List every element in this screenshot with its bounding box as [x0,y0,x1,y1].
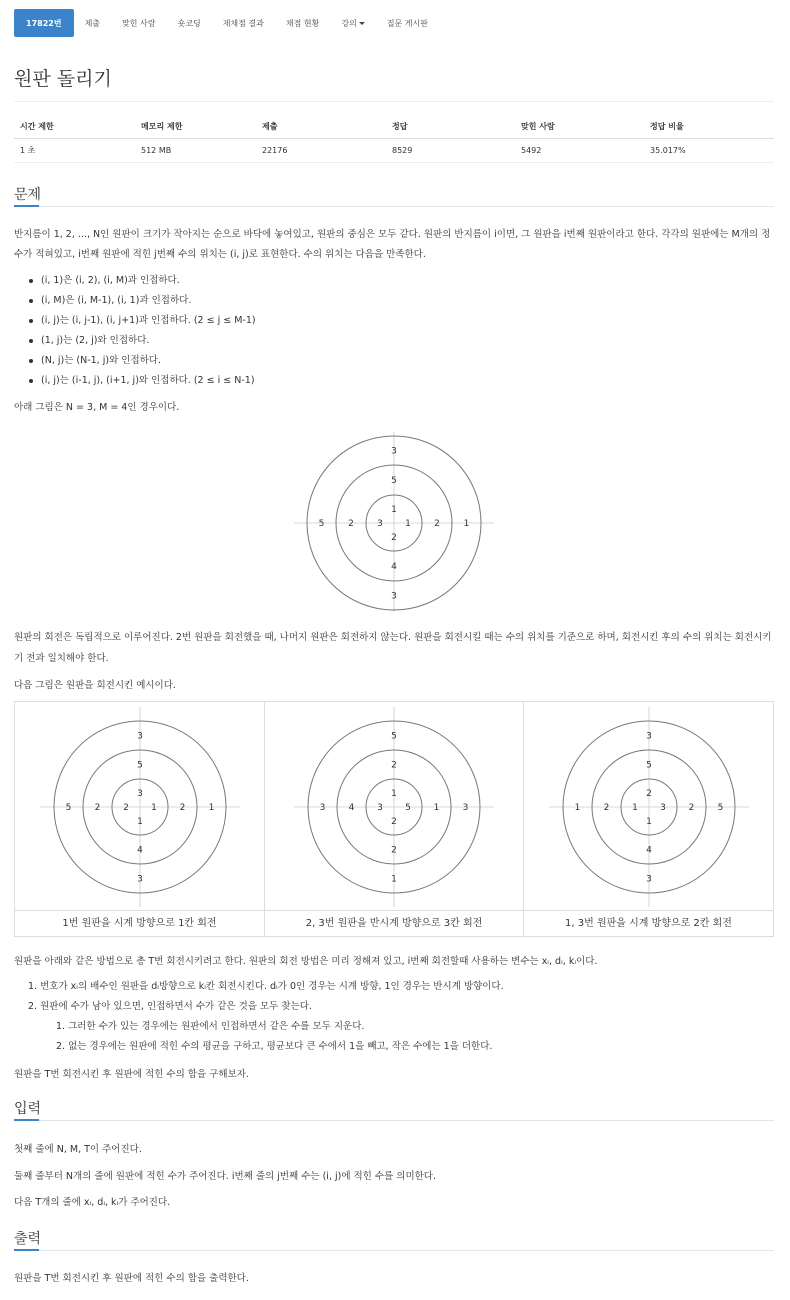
disk-3-right-number: 5 [717,803,724,813]
header-memory-limit: 메모리 제한 [135,116,256,138]
disk-3-bottom-number: 1 [391,874,397,885]
section-problem-divider [14,206,774,207]
caret-down-icon [359,22,365,25]
list-item: (i, j)는 (i, j-1), (i, j+1)과 인접하다. (2 ≤ j ≤ M-1) [27,311,256,331]
rotation-text-line-1: 원판의 회전은 독립적으로 이루어진다. 2번 원판을 회전했을 때, 나머지 원판은 회전하지 않는다. 원판을 회전시킬 때는 수의 위치를 기준으로 하며, 회전시킨 후의 수의 위치는 회전시키 [14,632,772,643]
disk-2-right-number: 1 [433,803,440,813]
example-disk-figure-3 [524,702,773,910]
tab-short-coding[interactable]: 숏코딩 [177,18,201,28]
example-caption-3: 1, 3번 원판을 시계 방향으로 2칸 회전 [524,910,773,936]
input-line-1: 첫째 줄에 N, M, T이 주어진다. [14,1144,142,1155]
list-item: 1. 그러한 수가 있는 경우에는 원판에서 인접하면서 같은 수를 모두 지운다. [56,1021,365,1032]
tab-solved-users[interactable]: 맞힌 사람 [122,18,156,28]
disk-2-bottom-number: 2 [391,845,397,856]
section-input-divider [14,1120,774,1121]
description-line-1: 반지름이 1, 2, ..., N인 원판이 크기가 작아지는 순으로 바닥에 놓여있고, 원판의 중심은 모두 같다. 원판의 반지름이 i이면, 그 원판을 i번째 원판이라고 한다. 각각의 원판에는 M개의 정 [14,229,771,240]
disk-2-bottom-number: 4 [646,845,652,856]
disk-1-top-number: 2 [646,789,652,799]
rotation-text-line-2: 기 전과 일치해야 한다. [14,653,109,664]
rotation-steps-list [28,977,504,1057]
list-item: 2. 원판에 수가 남아 있으면, 인접하면서 수가 같은 것을 모두 찾는다. [28,1001,312,1012]
disk-1-bottom-number: 2 [391,533,397,543]
value-time-limit: 1 초 [14,138,135,162]
goal-text: 원판을 T번 회전시킨 후 원판에 적힌 수의 합을 구해보자. [14,1069,249,1080]
disk-3-bottom-number: 3 [391,591,397,602]
tab-lectures-label: 강의 [341,18,357,28]
description-line-2: 수가 적혀있고, i번째 원판에 적힌 j번째 수의 위치는 (i, j)로 표현한다. 수의 위치는 다음을 만족한다. [14,249,426,260]
example-panel-3 [523,701,774,937]
problem-nav [14,9,439,37]
disk-2-bottom-number: 4 [391,562,397,572]
header-submissions: 제출 [256,116,386,138]
section-problem-underline [14,205,39,207]
disk-3-left-number: 3 [319,803,326,813]
input-line-3: 다음 T개의 줄에 xᵢ, dᵢ, kᵢ가 주어진다. [14,1197,171,1208]
tab-qna-board[interactable]: 질문 게시판 [386,18,428,28]
disk-1-left-number: 3 [377,803,383,813]
output-line-1: 원판을 T번 회전시킨 후 원판에 적힌 수의 합을 출력한다. [14,1273,249,1284]
example-disk-figure-2 [265,702,523,910]
disk-1-right-number: 1 [151,803,157,813]
rotation-method-text: 원판을 아래와 같은 방법으로 총 T번 회전시키려고 한다. 원판의 회전 방법은 미리 정해져 있고, i번째 회전할때 사용하는 변수는 xᵢ, dᵢ, kᵢ이다. [14,956,598,967]
disk-1-left-number: 1 [632,803,638,813]
list-item: (i, j)는 (i-1, j), (i+1, j)와 인접하다. (2 ≤ i ≤ N-1) [27,371,256,391]
disk-2-top-number: 5 [137,760,143,771]
value-accept-ratio: 35.017% [644,138,774,162]
disk-3-top-number: 3 [391,446,397,457]
disk-2-left-number: 2 [603,803,610,813]
list-item: (1, j)는 (2, j)와 인접하다. [27,331,256,351]
disk-2-left-number: 4 [348,803,355,813]
value-accepted: 8529 [386,138,515,162]
disk-3-bottom-number: 3 [646,874,652,885]
example-caption-1: 1번 원판을 시계 방향으로 1칸 회전 [15,910,264,936]
disk-1-top-number: 1 [391,505,397,515]
section-problem-heading: 문제 [14,187,42,203]
tab-judge-status[interactable]: 채점 현황 [285,18,320,28]
disk-1-top-number: 3 [137,789,143,799]
section-input-heading: 입력 [14,1101,42,1117]
disk-3-top-number: 3 [646,731,652,742]
list-item: (N, j)는 (N-1, j)와 인접하다. [27,351,256,371]
disk-2-left-number: 2 [348,519,354,529]
list-item: (i, 1)은 (i, 2), (i, M)과 인접하다. [27,271,256,291]
section-input-underline [14,1119,39,1121]
input-line-2: 둘째 줄부터 N개의 줄에 원판에 적힌 수가 주어진다. i번째 줄의 j번째 수는 (i, j)에 적힌 수를 의미한다. [14,1171,437,1182]
figure-intro-text: 아래 그림은 N = 3, M = 4인 경우이다. [14,402,180,413]
disk-3-left-number: 5 [318,519,325,529]
disk-1-right-number: 3 [660,803,666,813]
title-divider [14,101,774,102]
list-item: 2. 없는 경우에는 원판에 적힌 수의 평균을 구하고, 평균보다 큰 수에서 1을 빼고, 작은 수에는 1을 더한다. [56,1041,493,1052]
disk-2-right-number: 2 [434,519,440,529]
header-time-limit: 시간 제한 [14,116,135,138]
value-memory-limit: 512 MB [135,138,256,162]
tab-submit[interactable]: 제출 [84,18,101,28]
disk-3-right-number: 1 [463,519,470,529]
list-item: (i, M)은 (i, M-1), (i, 1)과 인접하다. [27,291,256,311]
section-output-divider [14,1250,774,1251]
tab-problem-number[interactable]: 17822번 [14,9,74,37]
disk-2-top-number: 5 [646,760,652,771]
example-intro-text: 다음 그림은 원판을 회전시킨 예시이다. [14,680,176,691]
disk-3-top-number: 5 [391,731,397,742]
problem-info-table [14,116,774,163]
info-header-row [14,116,774,138]
tab-rejudge-results[interactable]: 재채점 결과 [222,18,264,28]
disk-3-left-number: 5 [65,803,72,813]
disk-2-right-number: 2 [179,803,186,813]
disk-1-right-number: 1 [405,519,411,529]
disk-1-bottom-number: 1 [646,817,652,827]
info-value-row [14,138,774,162]
example-panel-2 [264,701,524,937]
main-disk-figure [294,432,494,612]
disk-1-right-number: 5 [405,803,411,813]
disk-1-left-number: 2 [123,803,129,813]
disk-2-top-number: 5 [391,476,397,486]
section-output-underline [14,1249,39,1251]
header-accept-ratio: 정답 비율 [644,116,774,138]
disk-2-right-number: 2 [688,803,695,813]
section-output-heading: 출력 [14,1231,42,1247]
value-solved-users: 5492 [515,138,644,162]
disk-3-bottom-number: 3 [137,874,143,885]
disk-3-left-number: 1 [574,803,581,813]
page-title: 원판 돌리기 [14,68,112,90]
disk-3-right-number: 1 [208,803,215,813]
disk-1-bottom-number: 1 [137,817,143,827]
value-submissions: 22176 [256,138,386,162]
adjacency-rules-list [27,271,256,391]
disk-3-top-number: 3 [137,731,143,742]
tab-lectures[interactable] [330,9,375,37]
example-caption-2: 2, 3번 원판을 반시계 방향으로 3칸 회전 [265,910,523,936]
disk-1-bottom-number: 2 [391,817,397,827]
disk-1-left-number: 3 [377,519,383,529]
disk-2-top-number: 2 [391,760,397,771]
disk-1-top-number: 1 [391,789,397,799]
disk-2-left-number: 2 [94,803,101,813]
header-accepted: 정답 [386,116,515,138]
list-item: 1. 번호가 xᵢ의 배수인 원판을 dᵢ방향으로 kᵢ칸 회전시킨다. dᵢ가 0인 경우는 시계 방향, 1인 경우는 반시계 방향이다. [28,981,504,992]
header-solved-users: 맞힌 사람 [515,116,644,138]
example-panel-1 [14,701,265,937]
example-disk-figure-1 [15,702,264,910]
disk-3-right-number: 3 [462,803,469,813]
disk-2-bottom-number: 4 [137,845,143,856]
